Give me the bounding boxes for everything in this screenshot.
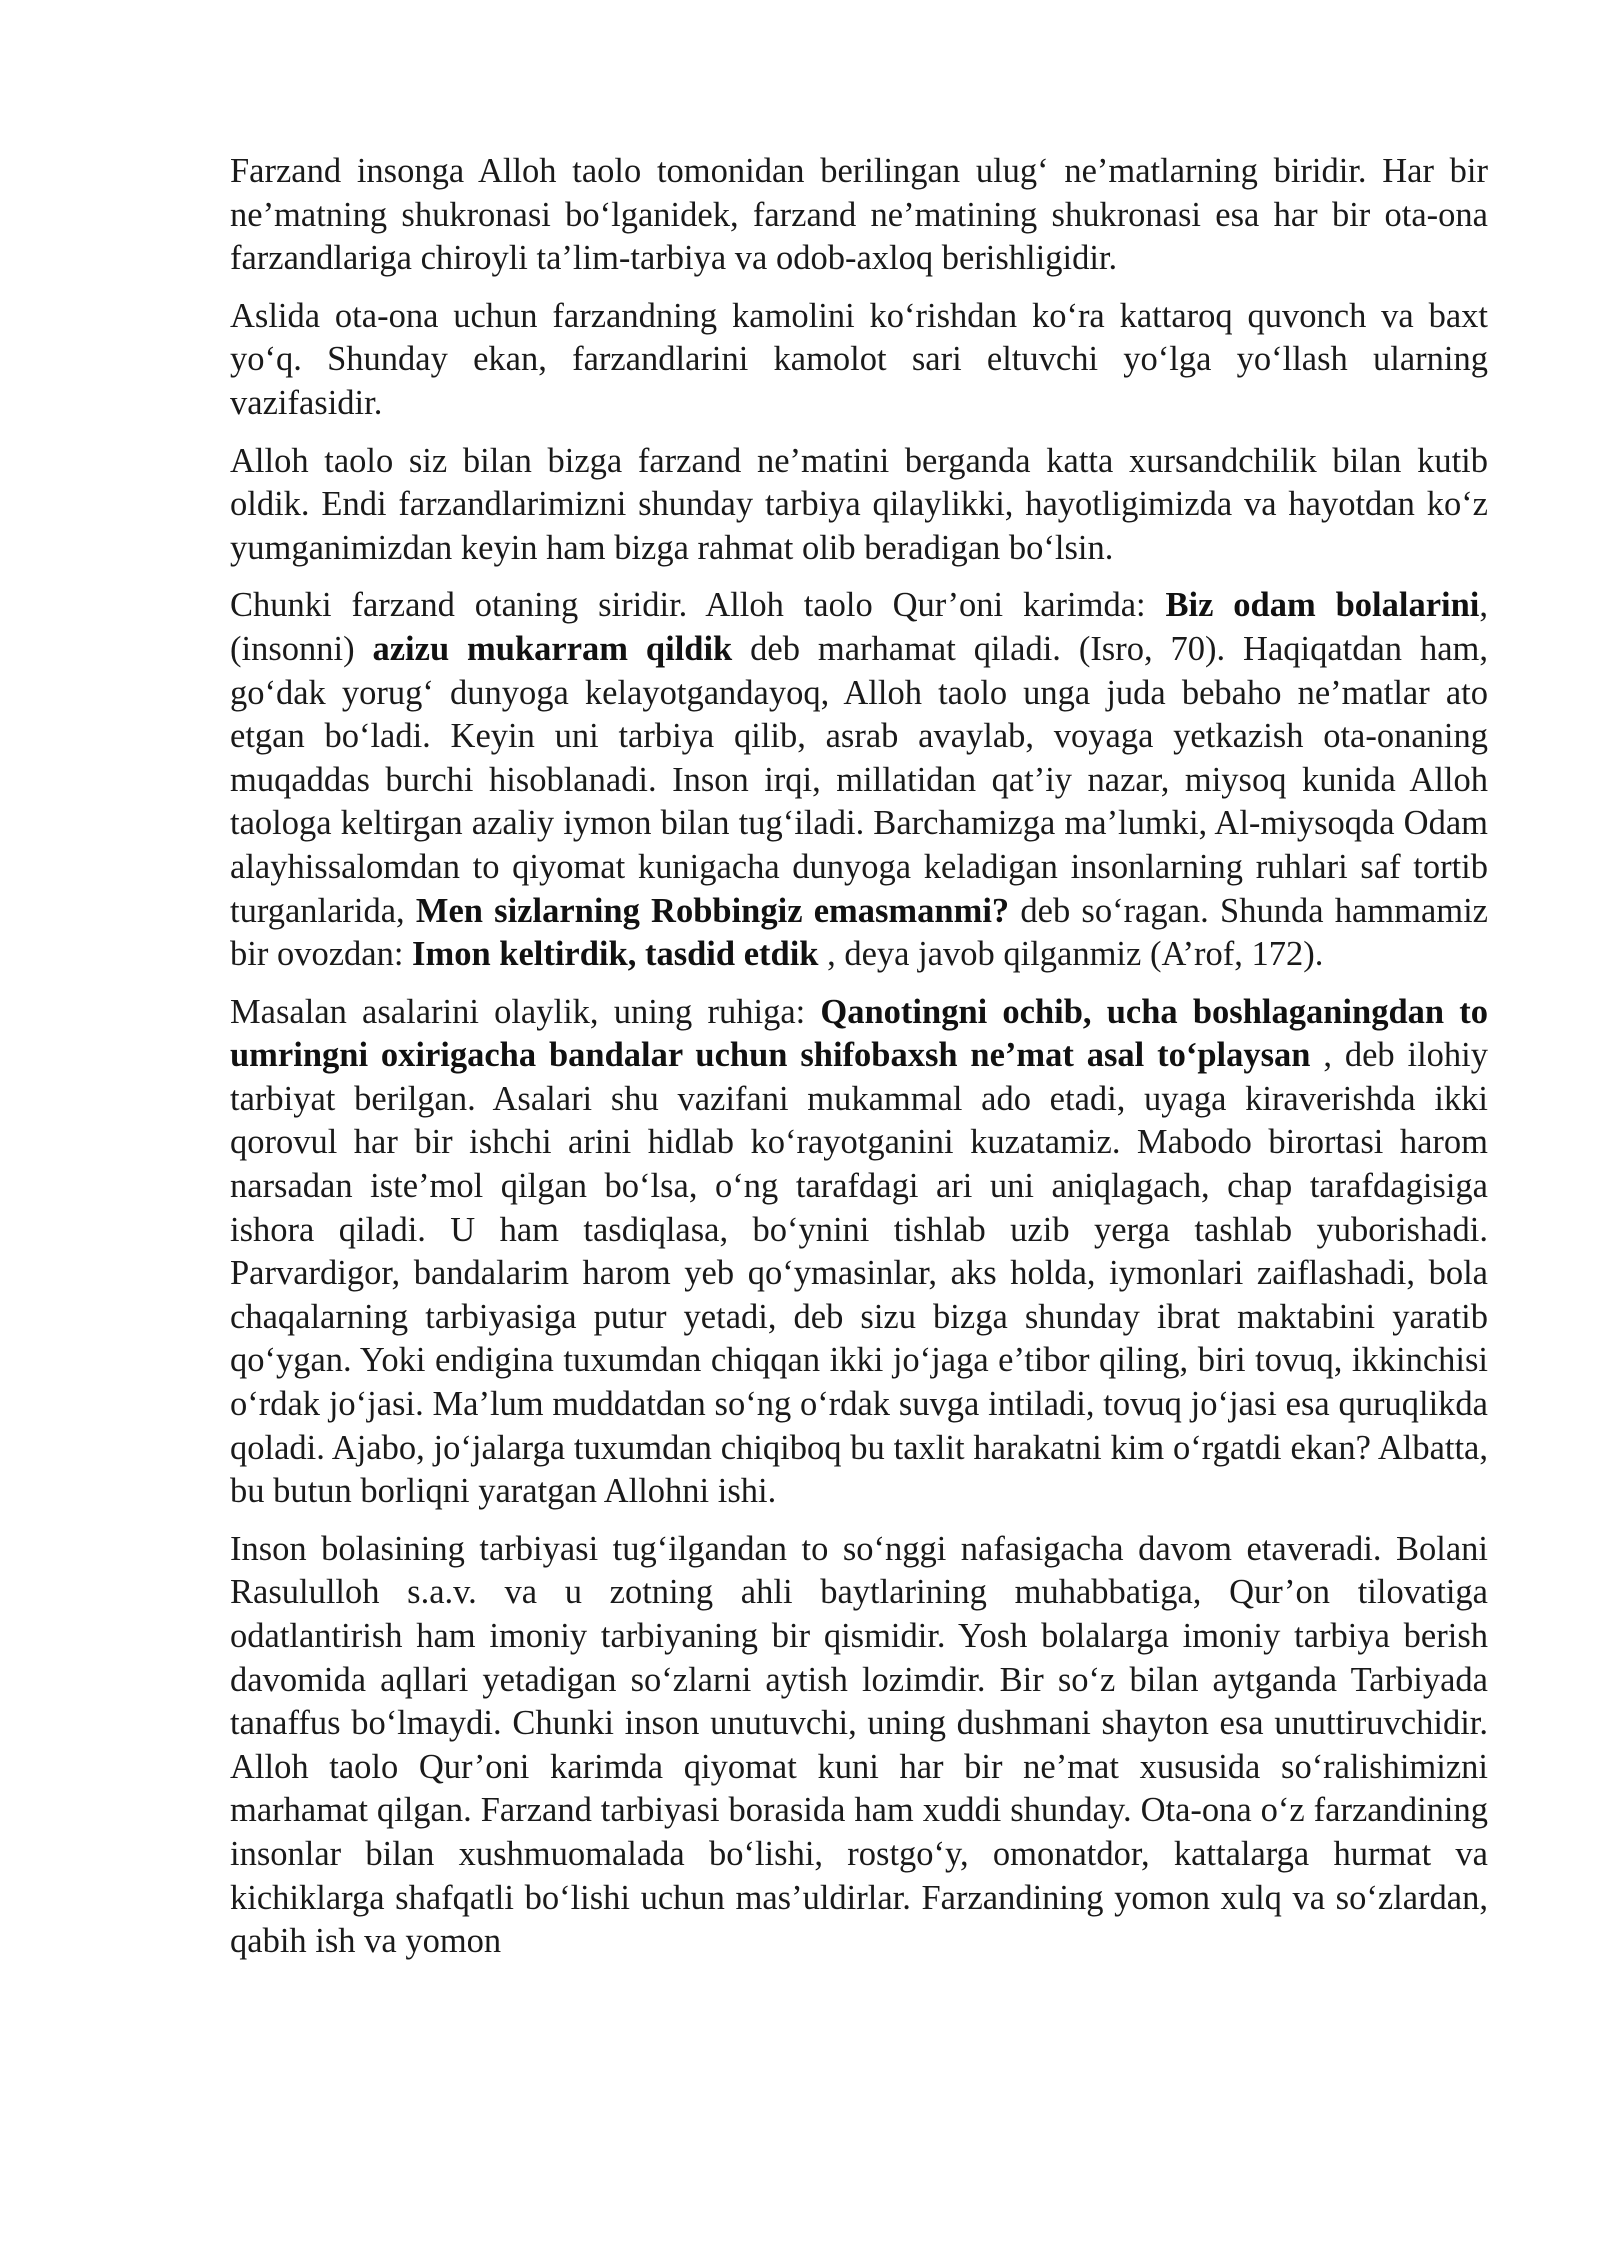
text-run: Masalan asalarini olaylik, uning ruhiga:	[230, 992, 821, 1031]
text-run: , deb ilohiy tarbiyat berilgan. Asalari shu vazifani mukammal ado etadi, uyaga kiraverishda ikki qorovul har bir ishchi arini hidlab ko‘rayotganini kuzatamiz. Mabodo birortasi harom narsadan iste’mol qilgan bo‘lsa, o‘ng tarafdagi ari uni aniqlagach, chap tarafdagisiga ishora qiladi. U ham tasdiqlasa, bo‘ynini tishlab uzib yerga tashlab yuborishadi. Parvardigor, bandalarim harom yeb qo‘ymasinlar, aks holda, iymonlari zaiflashadi, bola chaqalarning tarbiyasiga putur yetadi, deb sizu bizga shunday ibrat maktabini yaratib qo‘ygan. Yoki endigina tuxumdan chiqqan ikki jo‘jaga e’tibor qiling, biri tovuq, ikkinchisi o‘rdak jo‘jasi. Ma’lum muddatdan so‘ng o‘rdak suvga intiladi, tovuq jo‘jasi esa quruqlikda qoladi. Ajabo, jo‘jalarga tuxumdan chiqiboq bu taxlit harakatni kim o‘rgatdi ekan? Albatta, bu butun borliqni yaratgan Allohni ishi.	[230, 1036, 1488, 1511]
bold-quote: azizu mukarram qildik	[372, 629, 733, 668]
text-run: , deya javob qilganmiz (A’rof, 172).	[818, 935, 1324, 974]
text-run: Alloh taolo siz bilan bizga farzand ne’matini berganda katta xursandchilik bilan kutib oldik. Endi farzandlarimizni shunday tarbiya qilaylikki, hayotligimizda va hayotdan ko‘z yumganimizdan keyin ham bizga rahmat olib beradigan bo‘lsin.	[230, 441, 1488, 567]
paragraph-2	[230, 295, 1488, 426]
bold-quote: Biz odam bolalarini	[1165, 586, 1480, 625]
bold-quote: Men sizlarning Robbingiz emasmanmi?	[415, 891, 1010, 930]
text-run: Chunki farzand otaning siridir. Alloh taolo Qur’oni karimda:	[230, 586, 1166, 625]
paragraph-5	[230, 991, 1488, 1514]
paragraph-6	[230, 1528, 1488, 1964]
bold-quote: Qanotingni ochib, ucha boshlaganingdan to umringni oxirigacha bandalar uchun shifobaxsh ne’mat asal to‘playsan	[230, 992, 1488, 1075]
text-run: Inson bolasining tarbiyasi tug‘ilgandan to so‘nggi nafasigacha davom etaveradi. Bolani Rasululloh s.a.v. va u zotning ahli baytlarining muhabbatiga, Qur’on tilovatiga odatlantirish ham imoniy tarbiyaning bir qismidir. Yosh bolalarga imoniy tarbiya berish davomida aqllari yetadigan so‘zlarni aytish lozimdir. Bir so‘z bilan aytganda Tarbiyada tanaffus bo‘lmaydi. Chunki inson unutuvchi, uning dushmani shayton esa unuttiruvchidir. Alloh taolo Qur’oni karimda qiyomat kuni har bir ne’mat xususida so‘ralishimizni marhamat qilgan. Farzand tarbiyasi borasida ham xuddi shunday. Ota-ona o‘z farzandining insonlar bilan xushmuomalada bo‘lishi, rostgo‘y, omonatdor, kattalarga hurmat va kichiklarga shafqatli bo‘lishi uchun mas’uldirlar. Farzandining yomon xulq va so‘zlardan, qabih ish va yomon	[230, 1529, 1488, 1961]
text-run: deb so‘ragan. Shunda hammamiz bir ovozdan:	[230, 891, 1488, 974]
text-run: , (insonni)	[230, 586, 1488, 668]
text-run: deb marhamat qiladi. (Isro, 70). Haqiqatdan ham, go‘dak yorug‘ dunyoga kelayotgandayoq, Alloh taolo unga juda bebaho ne’matlar ato etgan bo‘ladi. Keyin uni tarbiya qilib, asrab avaylab, voyaga yetkazish ota-onaning muqaddas burchi hisoblanadi. Inson irqi, millatidan qat’iy nazar, miysoq kunida Alloh taologa keltirgan azaliy iymon bilan tug‘iladi. Barchamizga ma’lumki, Al-miysoqda Odam alayhissalomdan to qiyomat kunigacha dunyoga keladigan insonlarning ruhlari saf tortib turganlarida,	[230, 629, 1488, 930]
paragraph-1	[230, 150, 1488, 281]
text-run: Aslida ota-ona uchun farzandning kamolini ko‘rishdan ko‘ra kattaroq quvonch va baxt yo‘q. Shunday ekan, farzandlarini kamolot sari eltuvchi yo‘lga yo‘llash ularning vazifasidir.	[230, 296, 1488, 422]
paragraph-3	[230, 440, 1488, 571]
text-run: Farzand insonga Alloh taolo tomonidan berilingan ulug‘ ne’matlarning biridir. Har bir ne’matning shukronasi bo‘lganidek, farzand ne’matining shukronasi esa har bir ota-ona farzandlariga chiroyli ta’lim-tarbiya va odob-axloq berishligidir.	[230, 152, 1488, 278]
paragraph-4	[230, 584, 1488, 976]
bold-quote: Imon keltirdik, tasdid etdik	[412, 935, 819, 974]
document-page	[230, 150, 1488, 1978]
